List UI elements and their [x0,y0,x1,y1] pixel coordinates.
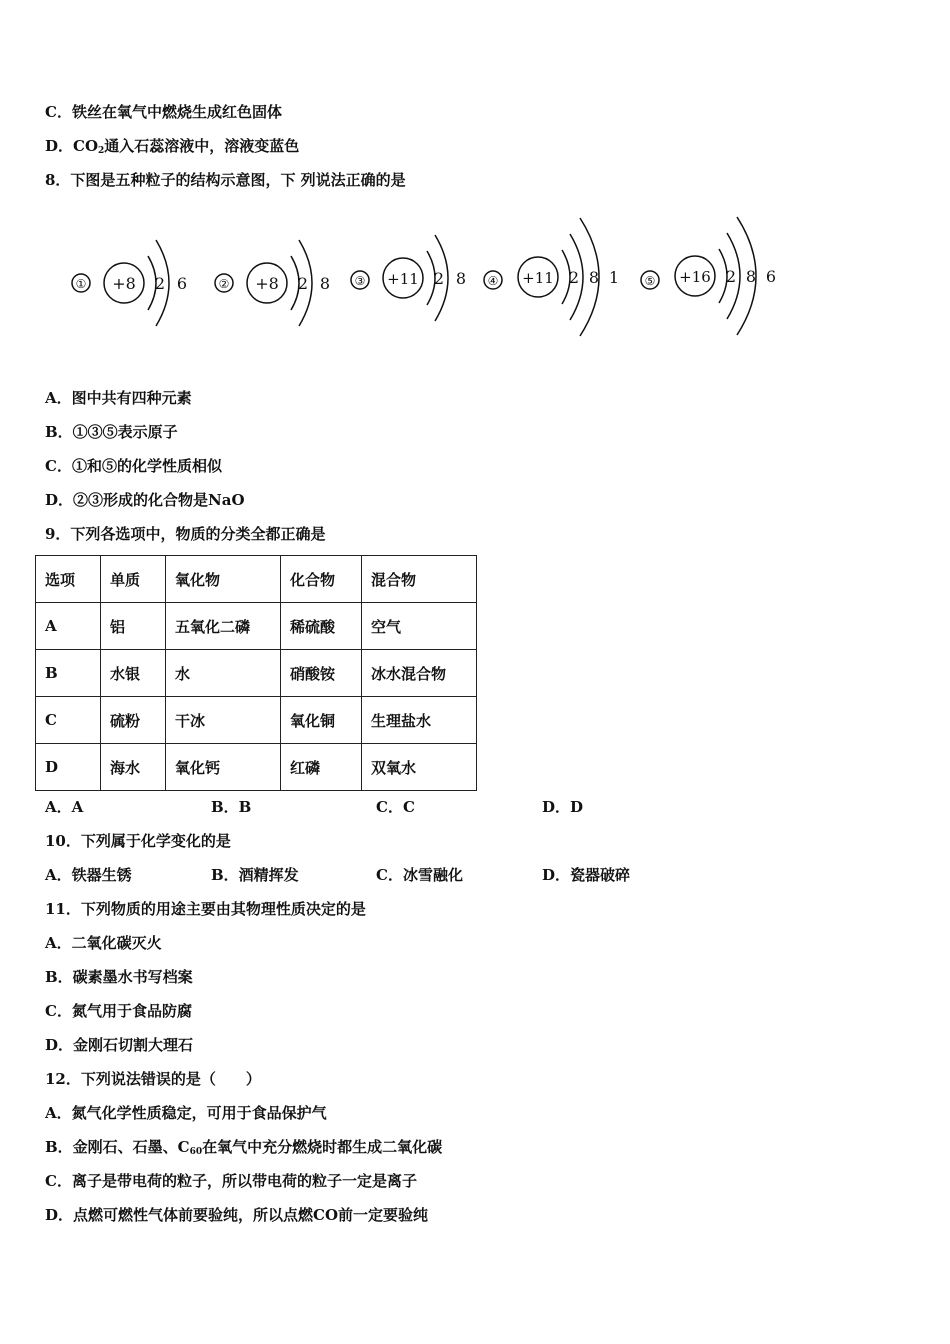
particle-5-nucleus: +16 [679,268,711,286]
particle-4-label: ④ [487,274,499,288]
particle-2-label: ② [218,277,230,291]
particle-2-shell-1: 2 [297,274,309,293]
table-cell: 干冰 [166,697,281,744]
particle-3-shell-1: 2 [433,269,445,288]
table-cell: 铝 [101,603,166,650]
q12-option-c: C．离子是带电荷的粒子，所以带电荷的粒子一定是离子 [45,1172,417,1190]
table-row [36,697,477,744]
q12-stem: 12．下列说法错误的是（ ） [45,1070,261,1088]
table-header-cell: 单质 [101,556,166,603]
q9-option-b: B．B [211,798,252,816]
q11-option-b: B．碳素墨水书写档案 [45,968,193,986]
table-cell: 硝酸铵 [281,650,362,697]
table-cell: 海水 [101,744,166,791]
particle-5-shell-2: 8 [745,267,757,286]
q11-stem: 11．下列物质的用途主要由其物理性质决定的是 [45,900,366,918]
q7-option-d-suffix: 通入石蕊溶液中，溶液变蓝色 [104,137,300,155]
particle-4-shell-1: 2 [568,268,580,287]
q9-stem: 9．下列各选项中，物质的分类全都正确是 [45,525,326,543]
particle-1-label: ① [75,277,87,291]
q10-option-c: C．冰雪融化 [376,866,463,884]
classification-table [35,555,477,791]
table-cell: C [36,697,101,744]
table-cell: 稀硫酸 [281,603,362,650]
table-cell: D [36,744,101,791]
q8-option-c: C．①和⑤的化学性质相似 [45,457,222,475]
q11-option-d: D．金刚石切割大理石 [45,1036,194,1054]
table-header-cell: 化合物 [281,556,362,603]
q8-stem: 8．下图是五种粒子的结构示意图，下 列说法正确的是 [45,171,406,189]
table-cell: 水银 [101,650,166,697]
table-cell: 双氧水 [362,744,477,791]
particle-4-shell-2: 8 [588,268,600,287]
q7-option-d-subscript: 2 [98,146,105,156]
q7-option-d [45,136,299,161]
table-cell: 硫粉 [101,697,166,744]
table-header-cell: 选项 [36,556,101,603]
q12-option-d: D．点燃可燃性气体前要验纯，所以点燃CO前一定要验纯 [45,1206,429,1224]
table-cell: 冰水混合物 [362,650,477,697]
q10-options [45,865,745,885]
q12-option-b-subscript: 60 [189,1147,203,1157]
q12-option-b-suffix: 在氧气中充分燃烧时都生成二氧化碳 [202,1138,443,1156]
table-row [36,744,477,791]
q10-option-d: D．瓷器破碎 [542,866,631,884]
q7-option-d-prefix: D．CO [45,137,99,155]
q11-option-a: A．二氧化碳灭火 [45,934,162,952]
particle-5-label: ⑤ [644,274,656,288]
table-cell: 红磷 [281,744,362,791]
table-cell: 五氧化二磷 [166,603,281,650]
q7-option-c: C．铁丝在氧气中燃烧生成红色固体 [45,103,282,121]
table-cell: 空气 [362,603,477,650]
table-cell: 氧化铜 [281,697,362,744]
table-row [36,603,477,650]
q10-stem: 10．下列属于化学变化的是 [45,832,231,850]
particle-4-shell-3: 1 [608,268,620,287]
q10-option-b: B．酒精挥发 [211,866,299,884]
q12-option-b-prefix: B．金刚石、石墨、C [45,1138,190,1156]
table-header-cell: 混合物 [362,556,477,603]
particle-2-nucleus: +8 [255,274,279,293]
q9-option-c: C．C [376,798,415,816]
q8-option-a: A．图中共有四种元素 [45,389,192,407]
table-cell: B [36,650,101,697]
particle-2-shell-2: 8 [319,274,331,293]
table-header-cell: 氧化物 [166,556,281,603]
q12-option-a: A．氮气化学性质稳定，可用于食品保护气 [45,1104,327,1122]
q8-option-d: D．②③形成的化合物是NaO [45,491,245,509]
particle-1-shell-1: 2 [154,274,166,293]
particle-5-shell-3: 6 [765,267,777,286]
particle-3-nucleus: +11 [387,270,419,288]
particle-3-label: ③ [354,274,366,288]
table-cell: 氧化钙 [166,744,281,791]
particle-1-nucleus: +8 [112,274,136,293]
table-header-row [36,556,477,603]
q11-option-c: C．氮气用于食品防腐 [45,1002,192,1020]
q9-option-a: A．A [45,798,84,816]
q8-option-b: B．①③⑤表示原子 [45,423,178,441]
q9-option-d: D．D [542,798,584,816]
particle-4-nucleus: +11 [522,269,554,287]
table-cell: A [36,603,101,650]
table-row [36,650,477,697]
table-cell: 生理盐水 [362,697,477,744]
q9-options [45,797,745,817]
q10-option-a: A．铁器生锈 [45,866,132,884]
table-cell: 水 [166,650,281,697]
particle-1-shell-2: 6 [176,274,188,293]
atom-structure-diagram [60,200,800,350]
particle-3-shell-2: 8 [455,269,467,288]
q12-option-b [45,1137,442,1162]
particle-5-shell-1: 2 [725,267,737,286]
